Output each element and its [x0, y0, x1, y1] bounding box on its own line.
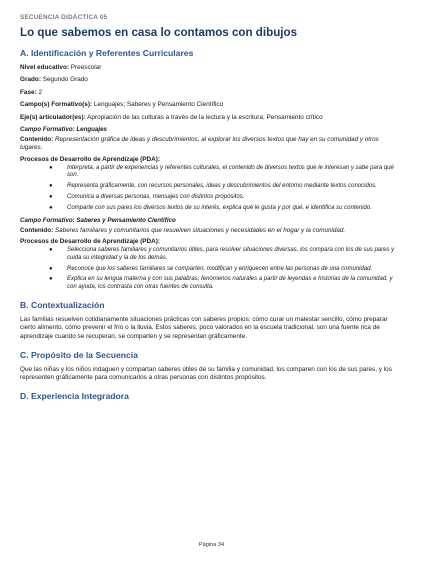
pda-list-lenguajes	[49, 164, 397, 213]
bullet-icon: ●	[49, 246, 53, 253]
list-item: ● Comunica a diversas personas, mensajes con distintos propósitos.	[49, 194, 245, 201]
campo-lenguajes-title: Campo Formativo: Lenguajes	[20, 126, 107, 134]
campo-saberes-title: Campo Formativo: Saberes y Pensamiento Científico	[20, 216, 176, 224]
sequence-label: SECUENCIA DIDÁCTICA 05	[20, 14, 108, 21]
pda-label: Procesos de Desarrollo de Aprendizaje (PDA):	[20, 155, 161, 163]
section-a-heading: A. Identificación y Referentes Curriculares	[20, 48, 194, 58]
ejes-value: Apropiación de las culturas a través de la lectura y la escritura; Pensamiento crítico	[85, 113, 323, 121]
ejes-field	[20, 114, 397, 122]
pda-label: Procesos de Desarrollo de Aprendizaje (PDA):	[20, 237, 161, 245]
contenido-value: Representación gráfica de ideas y descubrimientos, al explorar los diversos textos que hay en su comunidad y otros lugares.	[20, 136, 379, 152]
nivel-field	[20, 64, 397, 72]
campos-value: Lenguajes; Saberes y Pensamiento Científico	[92, 101, 224, 109]
bullet-icon: ●	[49, 276, 53, 283]
section-c-text: Que las niñas y los niños indaguen y compartan saberes útiles de su familia y comunidad, los comparen con los de sus pares, y los representen gráficamente para comunicarlos a otras personas con distintos propósitos.	[20, 365, 392, 382]
list-item: ● Reconoce que los saberes familiares se comparten, modifican y enriquecen entre las personas de una comunidad.	[49, 265, 373, 272]
contenido-value: Saberes familiares y comunitarios que resuelven situaciones y necesidades en el hogar y la comunidad.	[53, 226, 346, 234]
fase-field	[20, 89, 397, 97]
nivel-value: Preescolar	[69, 64, 102, 71]
nivel-label: Nivel educativo:	[20, 64, 70, 71]
list-item: ● Representa gráficamente, con recursos personales, ideas y descubrimientos del entorno mediante textos conocidos.	[49, 183, 377, 190]
fase-label: Fase:	[20, 88, 37, 96]
list-item: ● Comparte con sus pares los diversos textos de su interés, explica qué le gusta y por qué, e identifica su contenido.	[49, 204, 372, 211]
bullet-icon: ●	[49, 194, 53, 201]
campos-field	[20, 101, 397, 109]
pda-list-saberes	[49, 246, 397, 292]
campo-lenguajes-contenido	[20, 136, 397, 153]
section-b-text: Las familias resuelven cotidianamente situaciones prácticas con saberes propios: cómo curar un malestar sencillo, cómo preparar cierto alimento, cómo prevenir el frío o la lluvia. Estos saberes, poco valorados en la escuela tradicional, son una fuente rica de aprendizaje cuando se recuperan, se comparten y se representan gráficamente.	[20, 315, 388, 341]
section-c-heading: C. Propósito de la Secuencia	[20, 349, 138, 360]
page-title: Lo que sabemos en casa lo contamos con dibujos	[20, 26, 298, 39]
list-item: ● Selecciona saberes familiares y comunitarios útiles, para resolver situaciones diversas, los compara con los de sus pares y cuida su integridad y la de los demás.	[49, 246, 395, 261]
ejes-label: Eje(s) articulador(es):	[20, 113, 86, 121]
contenido-label: Contenido:	[20, 226, 54, 234]
campo-saberes-contenido	[20, 227, 397, 235]
campos-label: Campo(s) Formativo(s):	[20, 101, 93, 109]
bullet-icon: ●	[49, 204, 53, 211]
bullet-icon: ●	[49, 265, 53, 272]
bullet-icon: ●	[49, 183, 53, 190]
fase-value: 2	[36, 88, 43, 96]
section-b-heading: B. Contextualización	[20, 299, 105, 310]
bullet-icon: ●	[49, 164, 53, 171]
page-number: Página 34	[198, 542, 225, 548]
list-item: ● Explica en su lengua materna y con sus palabras, fenómenos naturales a partir de leyendas e historias de la comunidad, y con ayuda, los contrasta con otras fuentes de consulta.	[49, 276, 393, 291]
grado-field	[20, 76, 397, 84]
section-d-heading: D. Experiencia Integradora	[20, 390, 129, 401]
grado-value: Segundo Grado	[40, 76, 88, 84]
list-item: ● Interpreta, a partir de experiencias y referentes culturales, el contenido de diversos textos que le interesan y sabe para qué son.	[49, 164, 394, 179]
contenido-label: Contenido:	[20, 136, 54, 144]
grado-label: Grado:	[20, 76, 41, 84]
